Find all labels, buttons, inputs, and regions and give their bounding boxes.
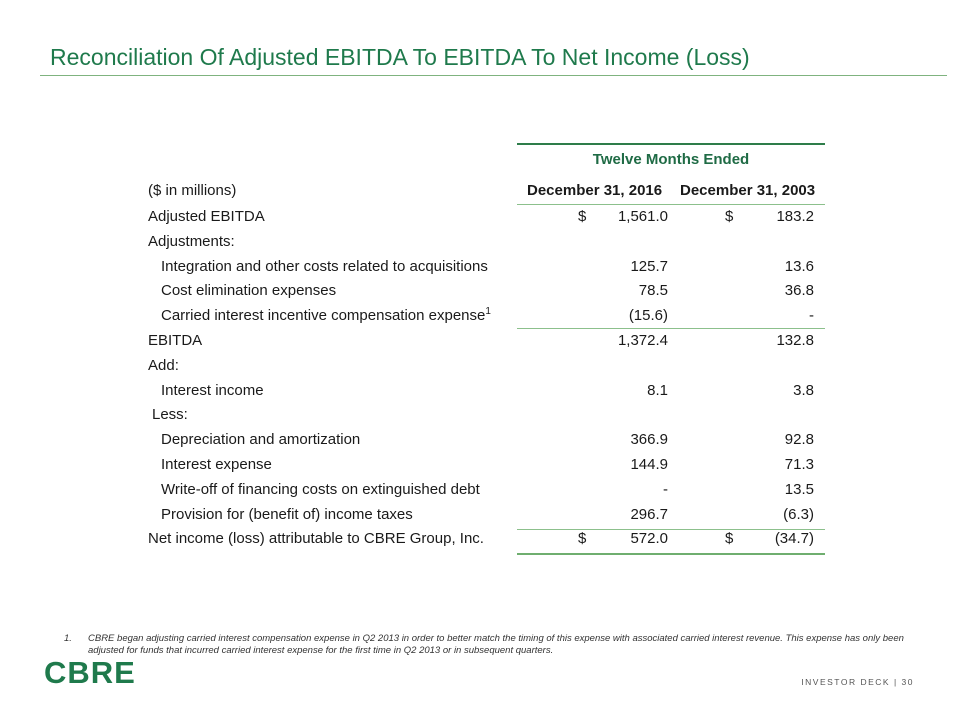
- table-row: [0, 255, 960, 279]
- row-label: [148, 527, 484, 551]
- footer-label: INVESTOR DECK: [801, 677, 891, 687]
- table-group-header: Twelve Months Ended: [592, 151, 750, 168]
- table-row: [0, 304, 960, 328]
- row-label-text: Interest income: [161, 381, 264, 399]
- value-2016: 78.5: [638, 282, 668, 300]
- value-2003: 3.8: [793, 381, 814, 399]
- value-2003: 13.6: [784, 257, 814, 275]
- cbre-logo: CBRE: [44, 655, 136, 690]
- table-row: [0, 403, 960, 427]
- row-label-text: Cost elimination expenses: [161, 282, 337, 300]
- table-row: [0, 230, 960, 254]
- row-label-text: Write-off of financing costs on extinguished debt: [161, 480, 480, 498]
- footnote-number: 1.: [64, 633, 72, 644]
- currency-2016: $: [578, 530, 587, 548]
- row-label: [161, 279, 336, 303]
- value-2003: (34.7): [774, 530, 814, 548]
- value-2003: 92.8: [784, 431, 814, 449]
- row-label: [148, 230, 235, 254]
- table-header-rule: [517, 143, 825, 145]
- value-2016: 366.9: [630, 431, 668, 449]
- value-2016: 125.7: [630, 257, 668, 275]
- row-label: [161, 453, 272, 477]
- table-row: [0, 329, 960, 353]
- row-label: [152, 403, 188, 427]
- row-label: [161, 478, 480, 502]
- row-label-text: Adjusted EBITDA: [148, 208, 265, 225]
- footer: [801, 677, 914, 687]
- total-bottom-rule: [517, 553, 825, 555]
- footnote-marker: 1: [485, 306, 491, 318]
- row-label-text: Provision for (benefit of) income taxes: [161, 505, 413, 523]
- page-number: 30: [901, 677, 914, 687]
- row-label-text: Adjustments:: [148, 232, 235, 250]
- value-2003: 36.8: [784, 282, 814, 300]
- value-2016: 296.7: [630, 505, 668, 523]
- value-2003: (6.3): [783, 505, 814, 523]
- table-column-headers: [0, 179, 960, 203]
- table-row: [0, 527, 960, 551]
- value-2003: 132.8: [776, 332, 814, 349]
- title-divider: [40, 75, 947, 76]
- row-label-text: Net income (loss) attributable to CBRE Group, Inc.: [148, 530, 484, 548]
- row-label: [161, 255, 488, 279]
- row-label-text: Depreciation and amortization: [161, 431, 361, 449]
- row-label-text: Interest expense: [161, 456, 272, 473]
- table-row: [0, 428, 960, 452]
- row-label: [148, 354, 179, 378]
- value-2003: 71.3: [784, 456, 814, 473]
- table-row: [0, 453, 960, 477]
- value-2016: -: [663, 480, 668, 498]
- row-label-text: Carried interest incentive compensation expense: [161, 307, 486, 325]
- subtotal-rule: [517, 328, 825, 329]
- value-2016: 572.0: [630, 530, 668, 548]
- currency-2003: $: [725, 530, 734, 548]
- row-label-text: Integration and other costs related to acquisitions: [161, 257, 488, 275]
- row-label-text: Less:: [152, 406, 188, 424]
- total-top-rule: [517, 529, 825, 530]
- column-header-2003: December 31, 2003: [680, 182, 816, 199]
- currency-2003: $: [725, 208, 734, 225]
- value-2016: (15.6): [628, 307, 668, 325]
- unit-label: ($ in millions): [148, 182, 237, 199]
- footnote-text: CBRE began adjusting carried interest compensation expense in Q2 2013 in order to better match the timing of this expense with associated carried interest revenue. This expense has only been adjusted for funds that incurred carried interest expense for the first time in Q2 2013 or in subsequent quarters.: [88, 633, 904, 656]
- table-row: [0, 205, 960, 229]
- row-label: [161, 379, 264, 403]
- value-2003: -: [809, 307, 814, 325]
- value-2016: 1,372.4: [617, 332, 668, 349]
- row-label: [161, 503, 413, 527]
- footer-separator: |: [893, 677, 898, 687]
- row-label: [161, 428, 360, 452]
- table-row: [0, 503, 960, 527]
- value-2016: 1,561.0: [617, 208, 668, 225]
- row-label: [148, 329, 202, 353]
- row-label-text: EBITDA: [148, 332, 203, 349]
- value-2003: 183.2: [776, 208, 814, 225]
- row-label: [161, 304, 491, 328]
- table-row: [0, 279, 960, 303]
- table-row: [0, 478, 960, 502]
- page-title: Reconciliation Of Adjusted EBITDA To EBITDA To Net Income (Loss): [50, 44, 750, 70]
- table-row: [0, 354, 960, 378]
- row-label-text: Add:: [148, 356, 179, 374]
- value-2016: 144.9: [630, 456, 668, 473]
- value-2003: 13.5: [784, 480, 814, 498]
- value-2016: 8.1: [647, 381, 668, 399]
- currency-2016: $: [578, 208, 587, 225]
- table-row: [0, 379, 960, 403]
- row-label: [148, 205, 265, 229]
- column-header-2016: December 31, 2016: [527, 182, 663, 199]
